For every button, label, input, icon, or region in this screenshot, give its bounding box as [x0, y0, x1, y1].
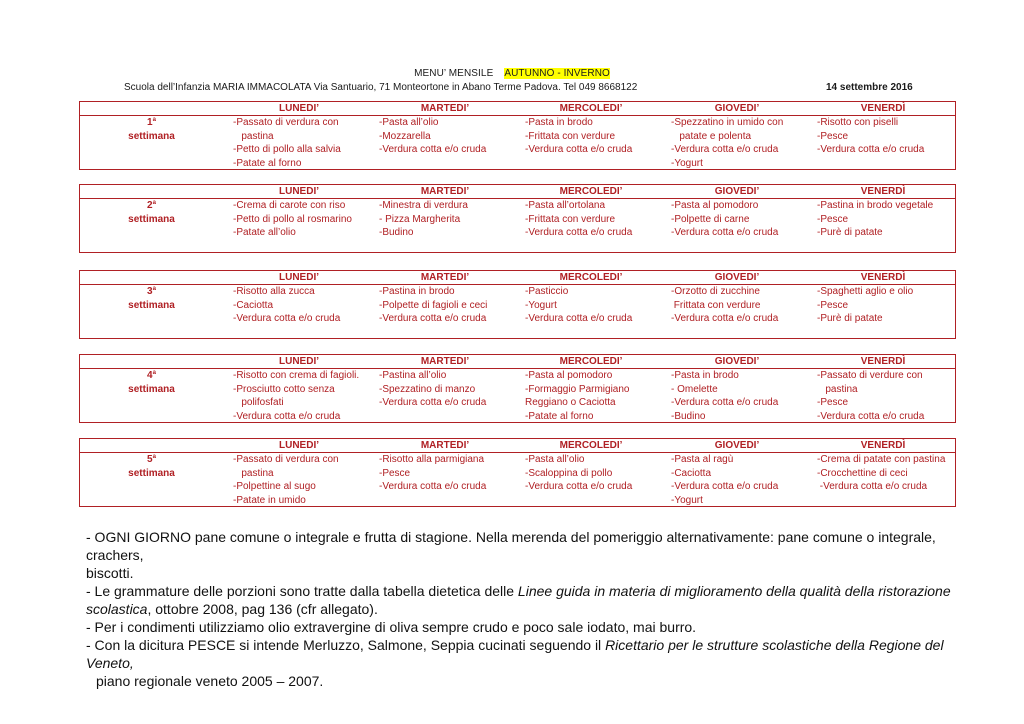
week-label: 3$^a$ settimana [128, 286, 175, 311]
week-label: 5$^a$ settimana [128, 454, 175, 479]
day-header: MARTEDI’ [420, 272, 470, 283]
day-menu-cell: -Risotto alla zucca -Caciotta -Verdura cotta e/o cruda [233, 286, 341, 324]
day-header: MERCOLEDI’ [559, 103, 623, 114]
day-header: VENERDÌ [860, 186, 906, 197]
day-header: MARTEDI’ [420, 356, 470, 367]
week-table [79, 101, 956, 170]
document-date: 14 settembre 2016 [826, 82, 913, 93]
day-menu-cell: -Pastina all’olio -Spezzatino di manzo -Verdura cotta e/o cruda [379, 370, 487, 408]
day-menu-cell: -Pasta in brodo -Frittata con verdure -Verdura cotta e/o cruda [525, 117, 633, 155]
day-header: GIOVEDI’ [714, 186, 760, 197]
day-menu-cell: -Crema di carote con riso -Petto di pollo al rosmarino -Patate all’olio [233, 200, 352, 238]
day-header: MARTEDI’ [420, 440, 470, 451]
week-header-row [80, 355, 955, 369]
day-header: GIOVEDI’ [714, 272, 760, 283]
day-menu-cell: -Minestra di verdura - Pizza Margherita -Budino [379, 200, 468, 238]
week-header-row [80, 271, 955, 285]
day-menu-cell: -Pasta al ragù -Caciotta -Verdura cotta e/o cruda -Yogurt [671, 454, 779, 506]
note-daily: - OGNI GIORNO pane comune o integrale e frutta di stagione. Nella merenda del pomeriggio alternativamente: pane comune o integrale, crachers, [86, 529, 936, 563]
day-header: VENERDÌ [860, 103, 906, 114]
week-label: 4$^a$ settimana [128, 370, 175, 395]
day-menu-cell: -Pasta in brodo - Omelette -Verdura cotta e/o cruda -Budino [671, 370, 779, 422]
day-header: MERCOLEDI’ [559, 186, 623, 197]
week-table [79, 184, 956, 253]
day-menu-cell: -Pasticcio -Yogurt -Verdura cotta e/o cruda [525, 286, 633, 324]
day-header: GIOVEDI’ [714, 103, 760, 114]
day-menu-cell: -Passato di verdura con pastina -Petto di pollo alla salvia -Patate al forno [233, 117, 341, 169]
day-header: LUNEDI’ [279, 186, 319, 197]
notes-section [86, 528, 966, 690]
day-header: MERCOLEDI’ [559, 356, 623, 367]
week-table [79, 270, 956, 339]
day-menu-cell: -Risotto con piselli -Pesce -Verdura cotta e/o cruda [817, 117, 925, 155]
day-menu-cell: -Passato di verdura con pastina -Polpettine al sugo -Patate in umido [233, 454, 339, 506]
day-header: LUNEDI’ [279, 103, 319, 114]
title-prefix: MENU’ MENSILE [414, 68, 494, 79]
day-menu-cell: -Pasta all’ortolana -Frittata con verdure -Verdura cotta e/o cruda [525, 200, 633, 238]
day-menu-cell: -Risotto alla parmigiana -Pesce -Verdura cotta e/o cruda [379, 454, 487, 492]
day-menu-cell: -Spezzatino in umido con patate e polenta -Verdura cotta e/o cruda -Yogurt [671, 117, 784, 169]
day-menu-cell: -Crema di patate con pastina -Crocchettine di ceci -Verdura cotta e/o cruda [817, 454, 946, 492]
day-header: LUNEDI’ [279, 356, 319, 367]
day-menu-cell: -Pasta al pomodoro -Polpette di carne -Verdura cotta e/o cruda [671, 200, 779, 238]
week-table [79, 354, 956, 423]
day-menu-cell: -Pasta al pomodoro -Formaggio Parmigiano Reggiano o Caciotta -Patate al forno [525, 370, 630, 422]
note-fish-cont: piano regionale veneto 2005 – 2007. [96, 673, 324, 689]
day-header: VENERDÌ [860, 356, 906, 367]
note-fish: - Con la dicitura PESCE si intende Merluzzo, Salmone, Seppia cucinati seguendo il Ricettario per le strutture scolastiche della Regione del Veneto, [86, 637, 944, 671]
day-header: MERCOLEDI’ [559, 440, 623, 451]
week-table [79, 438, 956, 507]
school-info: Scuola dell’Infanzia MARIA IMMACOLATA Via Santuario, 71 Monteortone in Abano Terme Padova. Tel 049 8668122 [124, 82, 638, 93]
day-header: VENERDÌ [860, 440, 906, 451]
day-header: GIOVEDI’ [714, 356, 760, 367]
week-label: 1$^a$ settimana [128, 117, 175, 142]
document-title [0, 68, 1024, 79]
day-menu-cell: -Spaghetti aglio e olio -Pesce -Purè di patate [817, 286, 914, 324]
day-header: GIOVEDI’ [714, 440, 760, 451]
week-header-row [80, 102, 955, 116]
day-header: MARTEDI’ [420, 103, 470, 114]
day-header: LUNEDI’ [279, 440, 319, 451]
note-condiments: - Per i condimenti utilizziamo olio extravergine di oliva sempre crudo e poco sale iodato, mai burro. [86, 619, 697, 635]
note-portions: - Le grammature delle porzioni sono tratte dalla tabella dietetica delle Linee guida in materia di miglioramento della qualità della ristorazione [86, 583, 951, 599]
day-menu-cell: -Pasta all’olio -Scaloppina di pollo -Verdura cotta e/o cruda [525, 454, 633, 492]
week-header-row [80, 185, 955, 199]
note-portions-cont: scolastica, ottobre 2008, pag 136 (cfr allegato). [86, 601, 378, 617]
week-label: 2$^a$ settimana [128, 200, 175, 225]
day-menu-cell: -Pasta all’olio -Mozzarella -Verdura cotta e/o cruda [379, 117, 487, 155]
day-header: LUNEDI’ [279, 272, 319, 283]
day-menu-cell: -Orzotto di zucchine Frittata con verdure -Verdura cotta e/o cruda [671, 286, 779, 324]
day-header: MERCOLEDI’ [559, 272, 623, 283]
day-header: VENERDÌ [860, 272, 906, 283]
season-highlight: AUTUNNO - INVERNO [504, 68, 610, 79]
day-menu-cell: -Pastina in brodo -Polpette di fagioli e ceci -Verdura cotta e/o cruda [379, 286, 488, 324]
day-menu-cell: -Pastina in brodo vegetale -Pesce -Purè di patate [817, 200, 934, 238]
day-header: MARTEDI’ [420, 186, 470, 197]
day-menu-cell: -Risotto con crema di fagioli. -Prosciutto cotto senza polifosfati -Verdura cotta e/o cruda [233, 370, 360, 422]
day-menu-cell: -Passato di verdure con pastina -Pesce -Verdura cotta e/o cruda [817, 370, 925, 422]
week-header-row [80, 439, 955, 453]
note-daily-cont: biscotti. [86, 565, 134, 581]
